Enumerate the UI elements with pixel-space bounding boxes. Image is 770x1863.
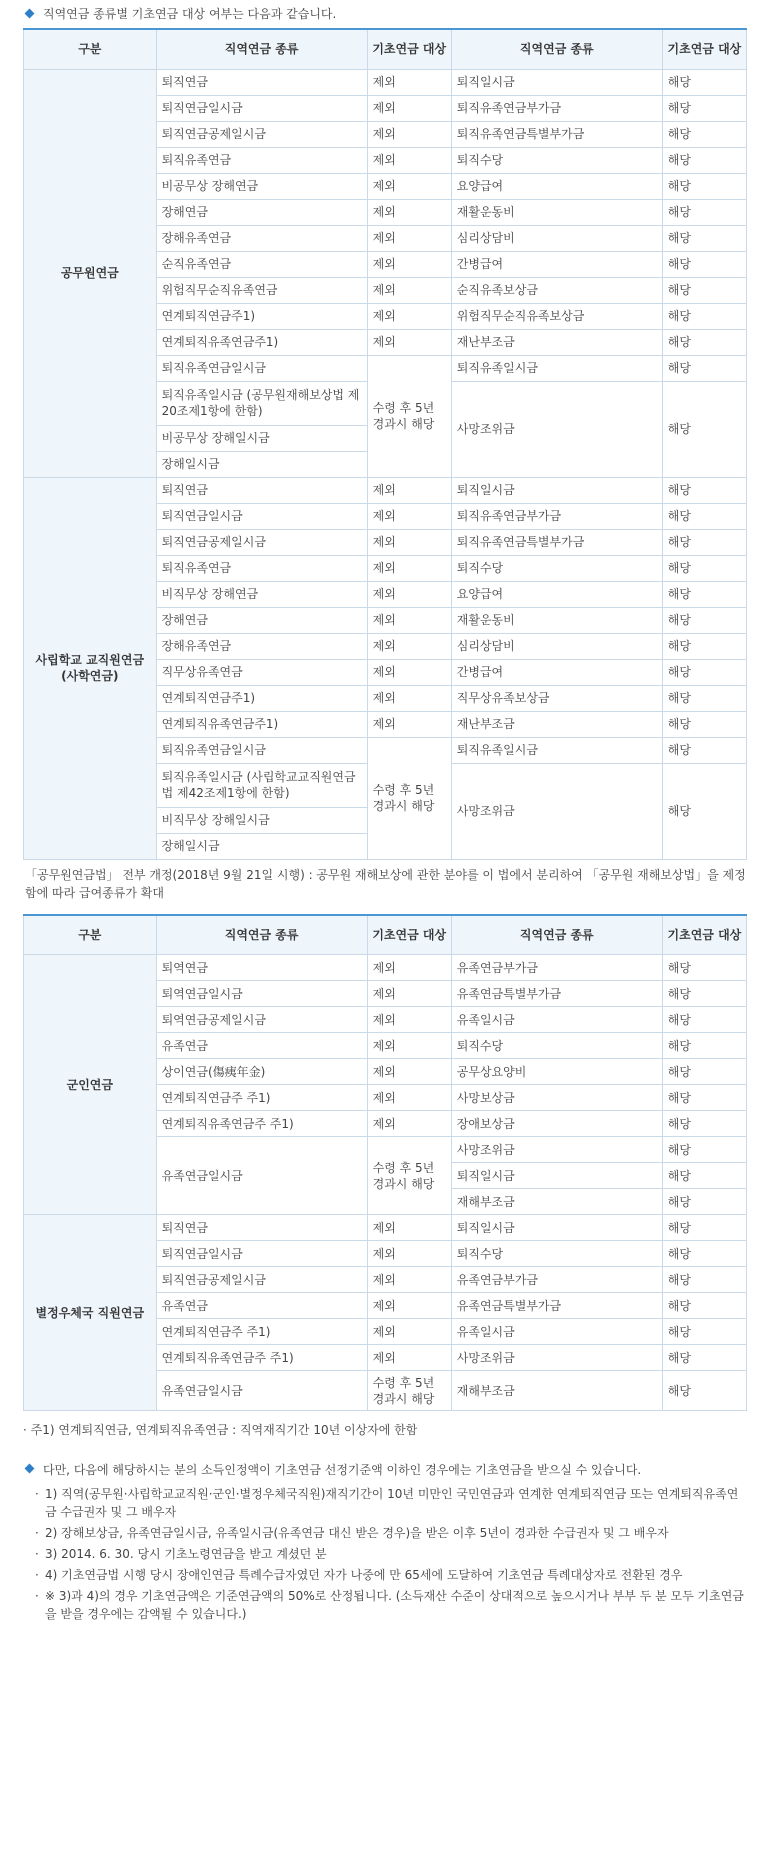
pension-type-cell: 공무상요양비 (451, 1059, 662, 1085)
pension-type-cell: 퇴직연금일시금 (156, 95, 367, 121)
header-basic-pension-target: 기초연금 대상 (662, 915, 746, 955)
pension-type-cell: 간병급여 (451, 659, 662, 685)
pension-type-cell: 위험직무순직유족보상금 (451, 303, 662, 329)
target-cell: 제외 (367, 1059, 451, 1085)
header-category: 구분 (24, 915, 157, 955)
target-cell: 제외 (367, 659, 451, 685)
target-cell: 해당 (662, 251, 746, 277)
pension-type-cell: 유족연금 (156, 1293, 367, 1319)
target-cell: 해당 (662, 633, 746, 659)
table-row (24, 1215, 747, 1241)
pension-type-cell: 사망조위금 (451, 1345, 662, 1371)
target-cell: 해당 (662, 1293, 746, 1319)
pension-type-cell: 사망조위금 (451, 1137, 662, 1163)
pension-type-cell: 사망보상금 (451, 1085, 662, 1111)
eligibility-list (23, 1485, 747, 1623)
pension-type-cell: 유족연금일시금 (156, 1137, 367, 1215)
pension-type-cell: 심리상담비 (451, 225, 662, 251)
target-cell: 해당 (662, 1111, 746, 1137)
pension-type-cell: 심리상담비 (451, 633, 662, 659)
target-cell: 해당 (662, 1137, 746, 1163)
target-cell: 해당 (662, 173, 746, 199)
target-cell: 제외 (367, 121, 451, 147)
header-pension-type: 직역연금 종류 (451, 915, 662, 955)
pension-type-cell: 유족연금 (156, 1033, 367, 1059)
pension-type-cell: 재해부조금 (451, 1189, 662, 1215)
pension-type-cell: 순직유족연금 (156, 251, 367, 277)
target-cell: 제외 (367, 477, 451, 503)
pension-type-cell: 퇴직일시금 (451, 1163, 662, 1189)
pension-type-cell: 유족연금일시금 (156, 1371, 367, 1411)
pension-type-cell: 퇴역연금 (156, 955, 367, 981)
target-cell: 해당 (662, 329, 746, 355)
target-cell: 해당 (662, 685, 746, 711)
header-pension-type: 직역연금 종류 (156, 915, 367, 955)
pension-type-cell: 상이연금(傷痍年金) (156, 1059, 367, 1085)
pension-type-cell: 퇴직연금 (156, 477, 367, 503)
table-header-row (24, 915, 747, 955)
target-cell: 해당 (662, 1189, 746, 1215)
target-cell: 제외 (367, 1267, 451, 1293)
pension-type-cell: 위험직무순직유족연금 (156, 277, 367, 303)
pension-type-cell: 퇴직유족일시금 (공무원재해보상법 제20조제1항에 한함) (156, 381, 367, 425)
target-cell: 제외 (367, 1345, 451, 1371)
eligibility-item: · 4) 기초연금법 시행 당시 장애인연금 특례수급자였던 자가 나중에 만 65세에 도달하여 기초연금 특례대상자로 전환된 경우 (35, 1566, 747, 1584)
intro-line (23, 6, 747, 28)
pension-type-cell: 퇴직유족연금 (156, 555, 367, 581)
pension-type-cell: 퇴직일시금 (451, 477, 662, 503)
pension-type-cell: 재활운동비 (451, 607, 662, 633)
target-cell: 해당 (662, 737, 746, 763)
pension-type-cell: 퇴직유족연금부가금 (451, 95, 662, 121)
pension-type-cell: 퇴직연금공제일시금 (156, 529, 367, 555)
target-cell: 해당 (662, 95, 746, 121)
target-cell: 제외 (367, 199, 451, 225)
target-cell: 제외 (367, 1007, 451, 1033)
eligibility-head (23, 1461, 747, 1485)
target-cell: 해당 (662, 763, 746, 859)
pension-type-cell: 연계퇴직연금주1) (156, 303, 367, 329)
header-category: 구분 (24, 29, 157, 69)
pension-type-cell: 비공무상 장해일시금 (156, 425, 367, 451)
target-cell: 제외 (367, 633, 451, 659)
target-cell: 제외 (367, 1241, 451, 1267)
pension-type-cell: 간병급여 (451, 251, 662, 277)
header-pension-type: 직역연금 종류 (156, 29, 367, 69)
pension-type-cell: 재난부조금 (451, 329, 662, 355)
pension-type-cell: 사망조위금 (451, 763, 662, 859)
target-cell: 해당 (662, 607, 746, 633)
pension-type-cell: 퇴직수당 (451, 147, 662, 173)
target-cell: 수령 후 5년 경과시 해당 (367, 355, 451, 477)
target-cell: 해당 (662, 981, 746, 1007)
target-cell: 제외 (367, 277, 451, 303)
target-cell: 제외 (367, 685, 451, 711)
target-cell: 제외 (367, 147, 451, 173)
pension-type-cell: 연계퇴직유족연금주 주1) (156, 1111, 367, 1137)
target-cell: 제외 (367, 1319, 451, 1345)
target-cell: 제외 (367, 1111, 451, 1137)
pension-type-cell: 퇴직유족연금일시금 (156, 355, 367, 381)
pension-type-cell: 퇴직연금 (156, 69, 367, 95)
eligibility-item: · 2) 장해보상금, 유족연금일시금, 유족일시금(유족연금 대신 받은 경우)을 받은 이후 5년이 경과한 수급권자 및 그 배우자 (35, 1524, 747, 1542)
table-military-postal (23, 914, 747, 1412)
eligibility-item: · 3) 2014. 6. 30. 당시 기초노령연금을 받고 계셨던 분 (35, 1545, 747, 1563)
pension-type-cell: 사망조위금 (451, 381, 662, 477)
pension-type-cell: 퇴직유족연금특별부가금 (451, 529, 662, 555)
target-cell: 해당 (662, 555, 746, 581)
pension-type-cell: 유족연금특별부가금 (451, 981, 662, 1007)
target-cell: 제외 (367, 303, 451, 329)
target-cell: 해당 (662, 1215, 746, 1241)
pension-type-cell: 재해부조금 (451, 1371, 662, 1411)
category-cell: 공무원연금 (24, 69, 157, 477)
intro-text: 직역연금 종류별 기초연금 대상 여부는 다음과 같습니다. (43, 7, 337, 21)
target-cell: 해당 (662, 503, 746, 529)
target-cell: 제외 (367, 711, 451, 737)
target-cell: 해당 (662, 69, 746, 95)
header-basic-pension-target: 기초연금 대상 (662, 29, 746, 69)
table-row (24, 955, 747, 981)
table-row (24, 69, 747, 95)
target-cell: 제외 (367, 955, 451, 981)
target-cell: 제외 (367, 95, 451, 121)
pension-type-cell: 요양급여 (451, 581, 662, 607)
eligibility-section (23, 1461, 747, 1623)
pension-type-cell: 퇴직수당 (451, 555, 662, 581)
target-cell: 제외 (367, 581, 451, 607)
target-cell: 제외 (367, 1085, 451, 1111)
target-cell: 해당 (662, 225, 746, 251)
pension-type-cell: 장해연금 (156, 199, 367, 225)
pension-type-cell: 직무상유족보상금 (451, 685, 662, 711)
pension-type-cell: 유족연금부가금 (451, 955, 662, 981)
target-cell: 해당 (662, 381, 746, 477)
pension-type-cell: 유족연금부가금 (451, 1267, 662, 1293)
pension-type-cell: 재활운동비 (451, 199, 662, 225)
pension-type-cell: 순직유족보상금 (451, 277, 662, 303)
target-cell: 제외 (367, 555, 451, 581)
pension-type-cell: 장애보상금 (451, 1111, 662, 1137)
target-cell: 해당 (662, 1059, 746, 1085)
pension-type-cell: 퇴직수당 (451, 1241, 662, 1267)
target-cell: 해당 (662, 1241, 746, 1267)
footnote-1: · 주1) 연계퇴직연금, 연계퇴직유족연금 : 직역재직기간 10년 이상자에 한함 (23, 1423, 418, 1437)
table-header-row (24, 29, 747, 69)
pension-type-cell: 비직무상 장해연금 (156, 581, 367, 607)
pension-type-cell: 연계퇴직연금주 주1) (156, 1319, 367, 1345)
pension-type-cell: 퇴직유족연금 (156, 147, 367, 173)
target-cell: 제외 (367, 529, 451, 555)
pension-type-cell: 퇴직수당 (451, 1033, 662, 1059)
category-cell: 군인연금 (24, 955, 157, 1215)
target-cell: 제외 (367, 1293, 451, 1319)
target-cell: 해당 (662, 199, 746, 225)
law-revision-note: 「공무원연금법」 전부 개정(2018년 9월 21일 시행) : 공무원 재해보상에 관한 분야를 이 법에서 분리하여 「공무원 재해보상법」을 제정함에 따라 급여종류가 확대 (25, 867, 746, 900)
pension-type-cell: 요양급여 (451, 173, 662, 199)
target-cell: 해당 (662, 1371, 746, 1411)
pension-type-cell: 퇴직연금공제일시금 (156, 1267, 367, 1293)
eligibility-item: · ※ 3)과 4)의 경우 기초연금액은 기준연금액의 50%로 산정됩니다. (소득재산 수준이 상대적으로 높으시거나 부부 두 분 모두 기초연금을 받을 경우에는 감액될 수 있습니다.) (35, 1587, 747, 1623)
target-cell: 수령 후 5년 경과시 해당 (367, 1137, 451, 1215)
target-cell: 수령 후 5년 경과시 해당 (367, 737, 451, 859)
pension-type-cell: 비공무상 장해연금 (156, 173, 367, 199)
header-pension-type: 직역연금 종류 (451, 29, 662, 69)
target-cell: 해당 (662, 1085, 746, 1111)
category-cell: 사립학교 교직원연금 (사학연금) (24, 477, 157, 859)
target-cell: 해당 (662, 121, 746, 147)
target-cell: 제외 (367, 1215, 451, 1241)
pension-type-cell: 장해일시금 (156, 833, 367, 859)
target-cell: 제외 (367, 225, 451, 251)
eligibility-item: · 1) 직역(공무원·사립학교교직원·군인·별정우체국직원)재직기간이 10년 미만인 국민연금과 연계한 연계퇴직연금 또는 연계퇴직유족연금 수급권자 및 그 배우자 (35, 1485, 747, 1521)
pension-type-cell: 퇴직연금 (156, 1215, 367, 1241)
diamond-bullet-icon (25, 1464, 35, 1474)
pension-type-cell: 연계퇴직유족연금주1) (156, 329, 367, 355)
pension-type-cell: 비직무상 장해일시금 (156, 807, 367, 833)
pension-type-cell: 퇴직일시금 (451, 1215, 662, 1241)
target-cell: 제외 (367, 251, 451, 277)
target-cell: 제외 (367, 607, 451, 633)
pension-type-cell: 퇴직연금일시금 (156, 1241, 367, 1267)
target-cell: 해당 (662, 277, 746, 303)
footnote-1-text: 주1) 연계퇴직연금, 연계퇴직유족연금 : 직역재직기간 10년 이상자에 한함 (30, 1423, 418, 1437)
diamond-bullet-icon (25, 9, 35, 19)
pension-type-cell: 퇴직유족일시금 (451, 737, 662, 763)
target-cell: 제외 (367, 1033, 451, 1059)
category-cell: 별정우체국 직원연금 (24, 1215, 157, 1411)
header-basic-pension-target: 기초연금 대상 (367, 29, 451, 69)
target-cell: 해당 (662, 1319, 746, 1345)
target-cell: 수령 후 5년 경과시 해당 (367, 1371, 451, 1411)
pension-type-cell: 퇴직유족일시금 (사립학교교직원연금법 제42조제1항에 한함) (156, 763, 367, 807)
target-cell: 해당 (662, 659, 746, 685)
target-cell: 해당 (662, 303, 746, 329)
target-cell: 해당 (662, 581, 746, 607)
pension-type-cell: 직무상유족연금 (156, 659, 367, 685)
target-cell: 해당 (662, 1267, 746, 1293)
pension-type-cell: 퇴직연금일시금 (156, 503, 367, 529)
pension-type-cell: 퇴직유족연금일시금 (156, 737, 367, 763)
pension-type-cell: 연계퇴직유족연금주1) (156, 711, 367, 737)
pension-type-cell: 유족연금특별부가금 (451, 1293, 662, 1319)
target-cell: 해당 (662, 1033, 746, 1059)
pension-type-cell: 연계퇴직연금주 주1) (156, 1085, 367, 1111)
pension-type-cell: 연계퇴직연금주1) (156, 685, 367, 711)
target-cell: 제외 (367, 173, 451, 199)
table-row (24, 477, 747, 503)
pension-type-cell: 퇴역연금공제일시금 (156, 1007, 367, 1033)
header-basic-pension-target: 기초연금 대상 (367, 915, 451, 955)
pension-type-cell: 재난부조금 (451, 711, 662, 737)
target-cell: 제외 (367, 69, 451, 95)
target-cell: 해당 (662, 1163, 746, 1189)
target-cell: 해당 (662, 1007, 746, 1033)
target-cell: 제외 (367, 981, 451, 1007)
pension-type-cell: 장해유족연금 (156, 225, 367, 251)
target-cell: 제외 (367, 329, 451, 355)
pension-type-cell: 퇴직유족연금부가금 (451, 503, 662, 529)
eligibility-head-text: 다만, 다음에 해당하시는 분의 소득인정액이 기초연금 선정기준액 이하인 경우에는 기초연금을 받으실 수 있습니다. (43, 1463, 642, 1477)
target-cell: 제외 (367, 503, 451, 529)
target-cell: 해당 (662, 477, 746, 503)
table-civil-private (23, 28, 747, 860)
pension-type-cell: 유족일시금 (451, 1319, 662, 1345)
target-cell: 해당 (662, 355, 746, 381)
pension-type-cell: 연계퇴직유족연금주 주1) (156, 1345, 367, 1371)
pension-type-cell: 퇴직유족연금특별부가금 (451, 121, 662, 147)
target-cell: 해당 (662, 1345, 746, 1371)
target-cell: 해당 (662, 529, 746, 555)
pension-type-cell: 유족일시금 (451, 1007, 662, 1033)
target-cell: 해당 (662, 955, 746, 981)
pension-type-cell: 퇴역연금일시금 (156, 981, 367, 1007)
pension-type-cell: 장해연금 (156, 607, 367, 633)
target-cell: 해당 (662, 711, 746, 737)
pension-type-cell: 장해일시금 (156, 451, 367, 477)
target-cell: 해당 (662, 147, 746, 173)
pension-type-cell: 퇴직연금공제일시금 (156, 121, 367, 147)
pension-type-cell: 장해유족연금 (156, 633, 367, 659)
pension-type-cell: 퇴직일시금 (451, 69, 662, 95)
pension-type-cell: 퇴직유족일시금 (451, 355, 662, 381)
